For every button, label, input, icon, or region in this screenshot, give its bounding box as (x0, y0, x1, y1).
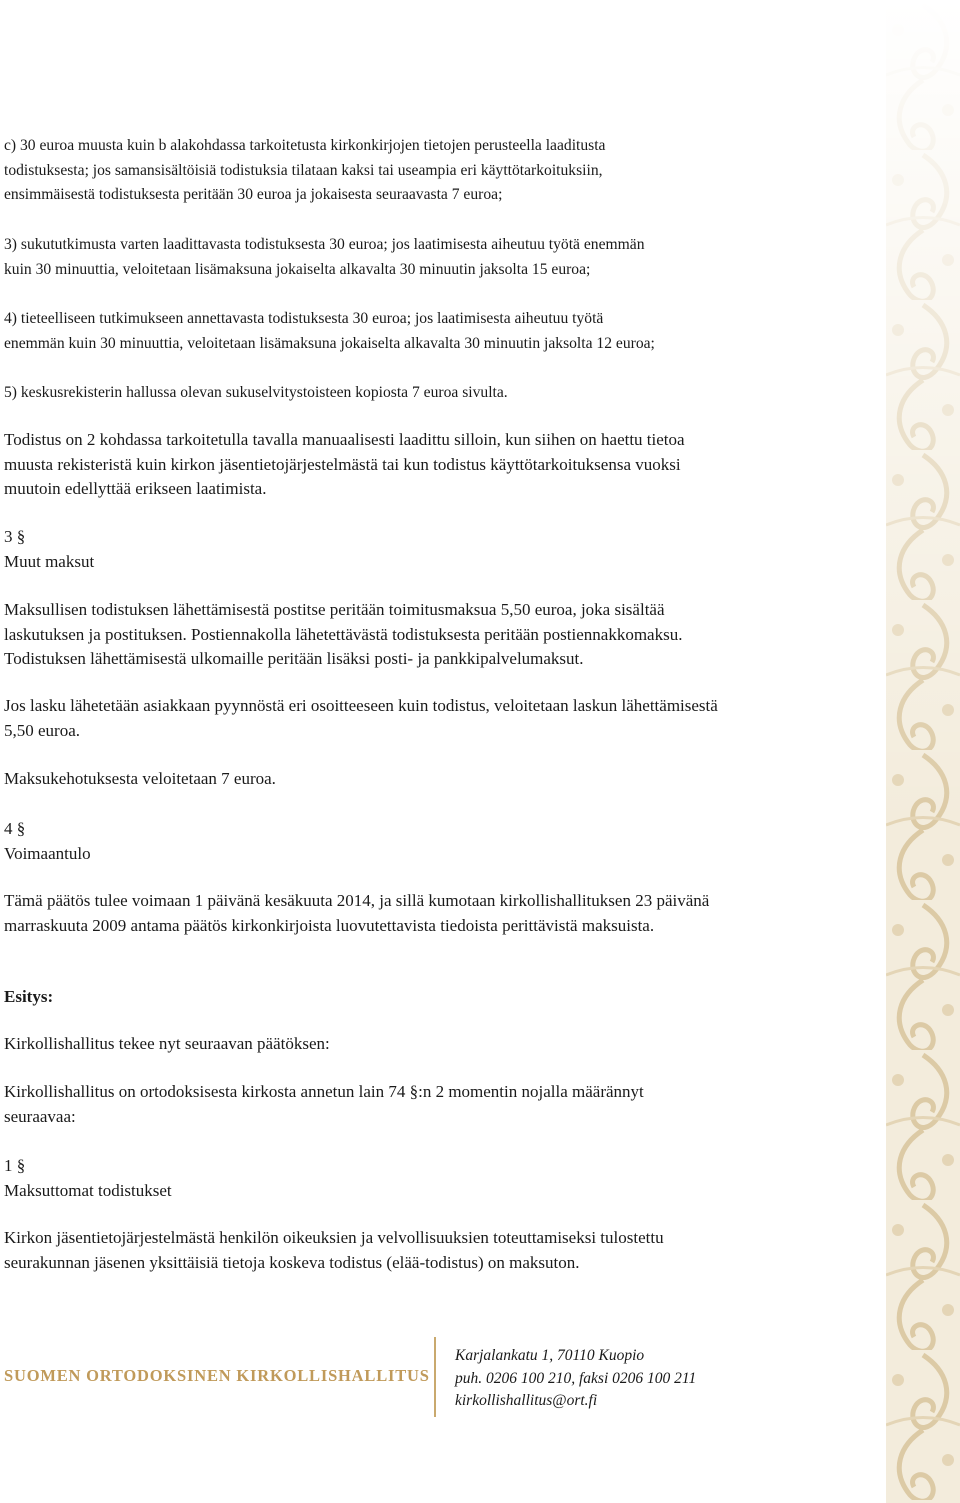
footer-contact (455, 1345, 696, 1413)
section-1-heading: 1 § Maksuttomat todistukset (4, 1156, 172, 1200)
footer-email: kirkollishallitus@ort.fi (455, 1392, 598, 1409)
paragraph-todistus: Todistus on 2 kohdassa tarkoitetulla tavalla manuaalisesti laadittu silloin, kun siihen on haettu tietoa muusta rekisteristä kuin kirkon jäsentietojärjestelmästä tai kun todistus käyttötarkoituksensa vuoksi muutoin edellyttää erikseen laatimista. (4, 430, 685, 498)
footer-phone: puh. 0206 100 210, faksi 0206 100 211 (455, 1369, 697, 1387)
paragraph-kirkon: Kirkon jäsentietojärjestelmästä henkilön oikeuksien ja velvollisuuksien toteuttamiseksi tulostettu seurakunnan jäsenen yksittäisiä tietoja koskeva todistus (elää-todistus) on maksuton. (4, 1228, 664, 1272)
paragraph-maksukehotus: Maksukehotuksesta veloitetaan 7 euroa. (4, 769, 276, 788)
paragraph-lasku: Jos lasku lähetetään asiakkaan pyynnöstä eri osoitteeseen kuin todistus, veloitetaan laskun lähettämisestä 5,50 euroa. (4, 696, 718, 740)
paragraph-paatos: Tämä päätös tulee voimaan 1 päivänä kesäkuuta 2014, ja sillä kumotaan kirkollishallituksen 23 päivänä marraskuuta 2009 antama päätös kirkonkirjoista luovutettavista tiedoista perittävistä maksuista. (4, 891, 710, 935)
paragraph-maarannyt: Kirkollishallitus on ortodoksisesta kirkosta annetun lain 74 §:n 2 momentin nojalla määrännyt seuraavaa: (4, 1082, 644, 1126)
section-3-heading: 3 § Muut maksut (4, 527, 95, 571)
decorative-ornament-border (886, 0, 960, 1503)
paragraph-tekee: Kirkollishallitus tekee nyt seuraavan päätöksen: (4, 1034, 330, 1053)
paragraph-c: c) 30 euroa muusta kuin b alakohdassa tarkoitetusta kirkonkirjojen tietojen perusteella laaditusta todistuksesta; jos samansisältöisiä todistuksia tilataan kaksi tai useampia eri käyttötarkoituksiin, ensimmäisestä todistuksesta peritään 30 euroa ja jokaisesta seuraavasta 7 euroa; (4, 137, 606, 203)
esitys-heading: Esitys: (4, 987, 54, 1006)
paragraph-maksullisen: Maksullisen todistuksen lähettämisestä postitse peritään toimitusmaksua 5,50 euroa, joka sisältää laskutuksen ja postituksen. Postiennakolla lähetettävästä todistuksesta peritään postiennakkomaksu. Todistuksen lähettämisestä ulkomaille peritään lisäksi posti- ja pankkipalvelumaksut. (4, 600, 683, 668)
footer-divider (434, 1337, 436, 1417)
paragraph-3: 3) sukututkimusta varten laadittavasta todistuksesta 30 euroa; jos laatimisesta aiheutuu työtä enemmän kuin 30 minuuttia, veloitetaan lisämaksuna jokaiselta alkavalta 30 minuutin jaksolta 15 euroa; (4, 236, 645, 278)
paragraph-4: 4) tieteelliseen tutkimukseen annettavasta todistuksesta 30 euroa; jos laatimisesta aiheutuu työtä enemmän kuin 30 minuuttia, veloitetaan lisämaksuna jokaiselta alkavalta 30 minuutin jaksolta 12 euroa; (4, 310, 655, 352)
footer-address: Karjalankatu 1, 70110 Kuopio (455, 1347, 645, 1364)
paragraph-5: 5) keskusrekisterin hallussa olevan sukuselvitystoisteen kopiosta 7 euroa sivulta. (4, 384, 508, 401)
ornament-pattern-icon (886, 0, 960, 1503)
footer-organization-logo: SUOMEN ORTODOKSINEN KIRKOLLISHALLITUS (4, 1366, 430, 1385)
section-4-heading: 4 § Voimaantulo (4, 819, 91, 863)
